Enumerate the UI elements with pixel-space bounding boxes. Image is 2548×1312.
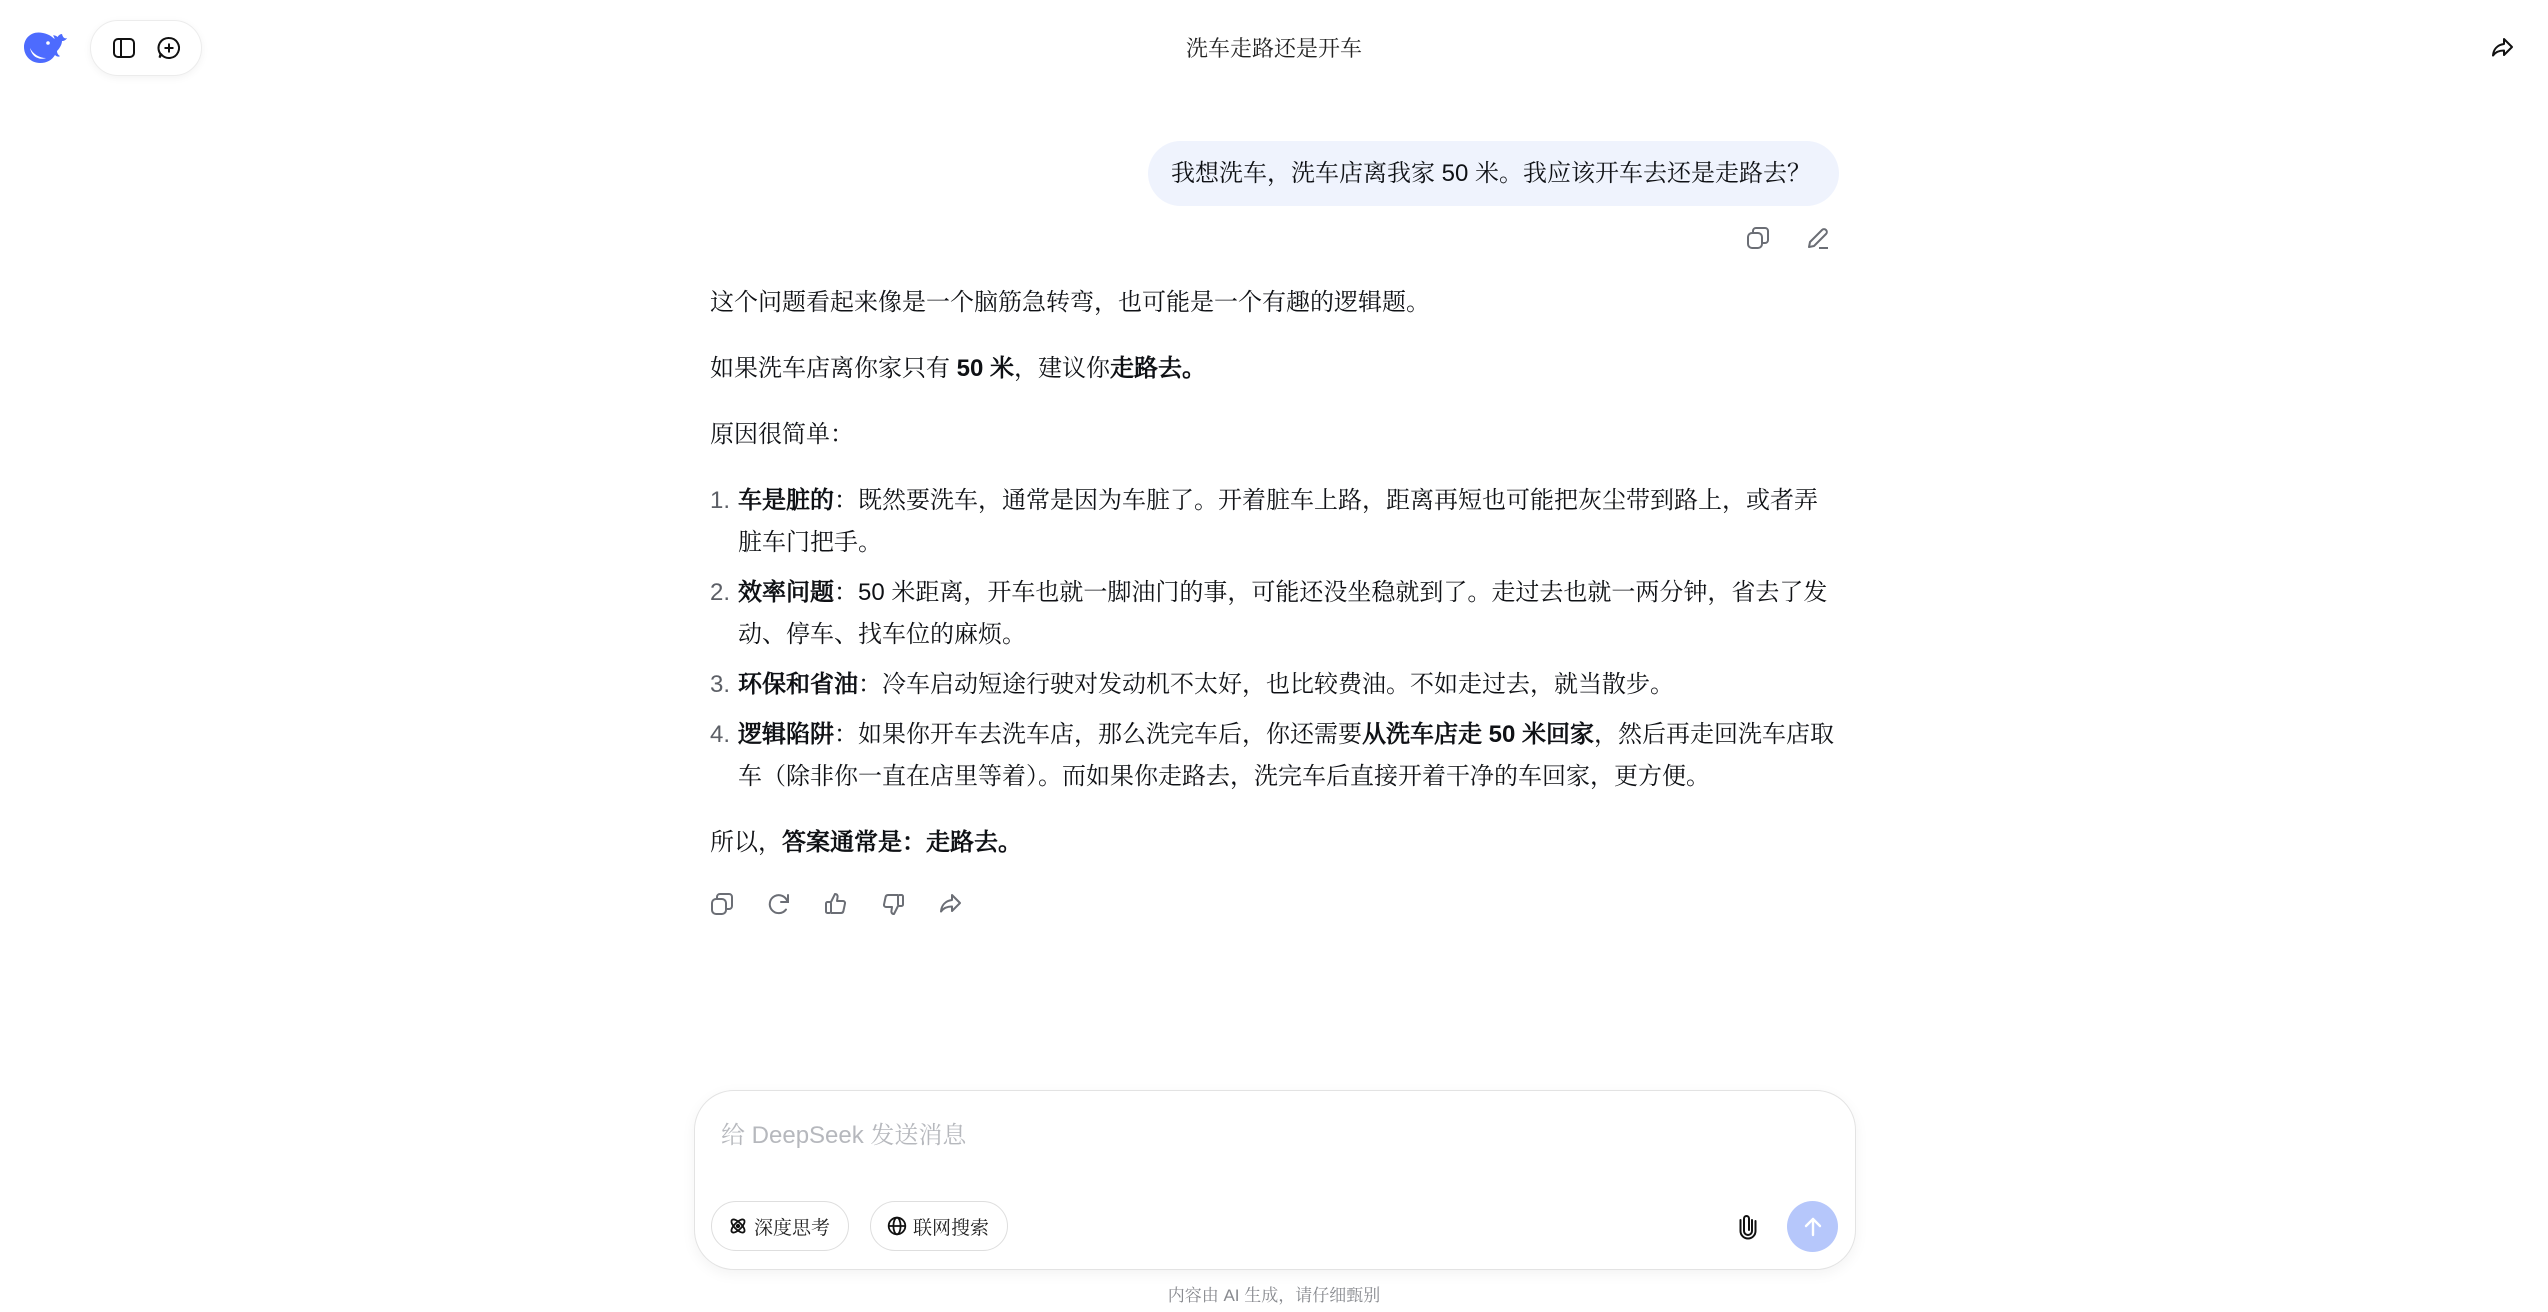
- web-search-label: 联网搜索: [913, 1217, 990, 1239]
- answer-intro: 这个问题看起来像是一个脑筋急转弯，也可能是一个有趣的逻辑题。: [710, 289, 1430, 316]
- arrow-up-icon: [1801, 1215, 1825, 1239]
- reason-text: ：如果你开车去洗车店，那么洗完车后，你还需要: [834, 721, 1362, 748]
- conclusion-answer: 答案通常是：走路去。: [782, 829, 1022, 856]
- reason-text: ，然后再走回洗车店取车（除非你一直在店里等着）。而如果你走路去，洗完车后直接开着干净的车回家，更方便。: [738, 721, 1835, 790]
- globe-icon: [887, 1216, 907, 1236]
- reason-item: [710, 714, 1840, 798]
- answer-recommendation: [710, 348, 1840, 390]
- share-chat-button[interactable]: [2487, 33, 2517, 63]
- reason-text: ：50 米距离，开车也就一脚油门的事，可能还没坐稳就到了。走过去也就一两分钟，省去了发动、停车、找车位的麻烦。: [738, 579, 1828, 648]
- list-number: 4.: [710, 721, 731, 748]
- message-composer: [694, 1090, 1856, 1270]
- reason-text: ：冷车启动短途行驶对发动机不太好，也比较费油。不如走过去，就当散步。: [858, 671, 1674, 698]
- chat-title: 洗车走路还是开车: [1185, 36, 1362, 61]
- rec-answer: 走路去。: [1110, 355, 1207, 382]
- user-message-actions: [1742, 222, 1834, 254]
- copy-icon: [709, 891, 735, 917]
- reason-text: ：既然要洗车，通常是因为车脏了。开着脏车上路，距离再短也可能把灰尘带到路上，或者弄脏车门把手。: [738, 487, 1818, 556]
- copy-user-message-button[interactable]: [1742, 222, 1774, 254]
- reason-bold-text: 从洗车店走 50 米回家: [1362, 721, 1595, 748]
- thumbs-down-button[interactable]: [877, 888, 909, 920]
- reason-title: 环保和省油: [738, 671, 858, 698]
- assistant-message: [710, 282, 1840, 888]
- reason-item: [710, 572, 1840, 656]
- user-message: 我想洗车，洗车店离我家 50 米。我应该开车去还是走路去？: [1148, 141, 1839, 206]
- thumbs-up-icon: [823, 891, 849, 917]
- answer-conclusion: [710, 822, 1840, 864]
- edit-icon: [1805, 225, 1831, 251]
- assistant-message-actions: [706, 888, 966, 920]
- attach-file-button[interactable]: [1731, 1209, 1765, 1243]
- paperclip-icon: [1737, 1212, 1759, 1240]
- share-icon: [2489, 35, 2515, 61]
- reason-item: [710, 480, 1840, 564]
- thumbs-up-button[interactable]: [820, 888, 852, 920]
- copy-answer-button[interactable]: [706, 888, 738, 920]
- list-number: 2.: [710, 579, 731, 606]
- thumbs-down-icon: [880, 891, 906, 917]
- list-number: 1.: [710, 487, 731, 514]
- edit-user-message-button[interactable]: [1802, 222, 1834, 254]
- reasons-list: [710, 480, 1840, 798]
- deep-think-toggle[interactable]: [711, 1201, 849, 1251]
- message-input[interactable]: [721, 1111, 1821, 1161]
- web-search-toggle[interactable]: [870, 1201, 1008, 1251]
- reason-title: 逻辑陷阱: [738, 721, 834, 748]
- regenerate-icon: [766, 891, 792, 917]
- rec-prefix: 如果洗车店离你家只有: [710, 355, 957, 382]
- send-button[interactable]: [1787, 1201, 1838, 1252]
- deep-think-label: 深度思考: [754, 1217, 831, 1239]
- reason-title: 效率问题: [738, 579, 834, 606]
- regenerate-button[interactable]: [763, 888, 795, 920]
- deep-think-icon: [728, 1216, 748, 1236]
- reasons-heading: 原因很简单：: [710, 421, 854, 448]
- share-answer-button[interactable]: [934, 888, 966, 920]
- ai-disclaimer: 内容由 AI 生成，请仔细甄别: [1167, 1286, 1381, 1305]
- rec-distance: 50 米: [956, 355, 1015, 382]
- reason-title: 车是脏的: [738, 487, 834, 514]
- rec-middle: ，建议你: [1014, 355, 1111, 382]
- list-number: 3.: [710, 671, 731, 698]
- copy-icon: [1745, 225, 1771, 251]
- conclusion-prefix: 所以，: [710, 829, 782, 856]
- share-icon: [937, 891, 963, 917]
- reason-item: [710, 664, 1840, 706]
